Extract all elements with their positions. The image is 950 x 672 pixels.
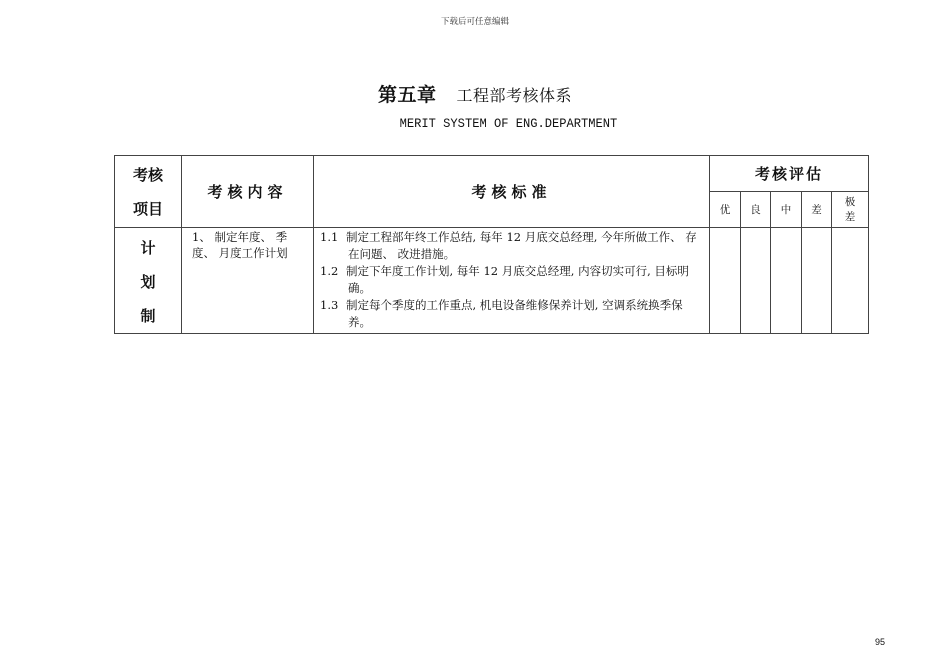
standard-text: 制定工程部年终工作总结, 每年 12 月底交总经理, 今年所做工作、 存在问题、 改进措施。: [346, 230, 697, 261]
eval-cell-very-poor[interactable]: [832, 228, 869, 334]
chapter-number: 第五章: [377, 84, 437, 106]
grade-good: 良: [741, 192, 771, 228]
standard-number: 1.1: [320, 230, 339, 244]
row-content: 1、 制定年度、 季度、 月度工作计划: [182, 228, 314, 334]
header-item-line1: 考核: [132, 165, 163, 184]
row-standards: [314, 228, 710, 334]
grade-average: 中: [771, 192, 802, 228]
eval-cell-average[interactable]: [771, 228, 802, 334]
standard-text: 制定每个季度的工作重点, 机电设备维修保养计划, 空调系统换季保养。: [346, 298, 683, 329]
standard-text: 制定下年度工作计划, 每年 12 月底交总经理, 内容切实可行, 目标明确。: [346, 264, 689, 295]
page-number: 95: [875, 637, 886, 647]
row-item-name: [115, 228, 182, 334]
standard-number: 1.2: [320, 264, 339, 278]
header-standard: 考核标准: [314, 156, 710, 228]
standard-number: 1.3: [320, 298, 339, 312]
header-note: 下载后可任意编辑: [440, 17, 509, 27]
header-content: 考核内容: [182, 156, 314, 228]
chapter-title: [0, 80, 950, 107]
chapter-subtitle: MERIT SYSTEM OF ENG.DEPARTMENT: [399, 116, 618, 131]
header-evaluation: 考核评估: [710, 156, 869, 192]
chapter-name: 工程部考核体系: [456, 86, 573, 105]
grade-very-poor: [832, 192, 869, 228]
eval-cell-poor[interactable]: [802, 228, 832, 334]
standard-item: [320, 297, 705, 331]
eval-cell-good[interactable]: [741, 228, 771, 334]
row-item-char: 划: [140, 273, 156, 291]
header-item: [115, 156, 182, 228]
standard-item: [320, 263, 705, 297]
row-item-char: 制: [140, 307, 156, 325]
standard-item: [320, 229, 705, 263]
grade-very-poor-label: 极差: [844, 195, 856, 223]
row-item-char: 计: [140, 239, 156, 257]
merit-table: [114, 155, 869, 334]
eval-cell-excellent[interactable]: [710, 228, 741, 334]
grade-excellent: 优: [710, 192, 741, 228]
header-item-line2: 项目: [132, 199, 163, 218]
grade-poor: 差: [802, 192, 832, 228]
